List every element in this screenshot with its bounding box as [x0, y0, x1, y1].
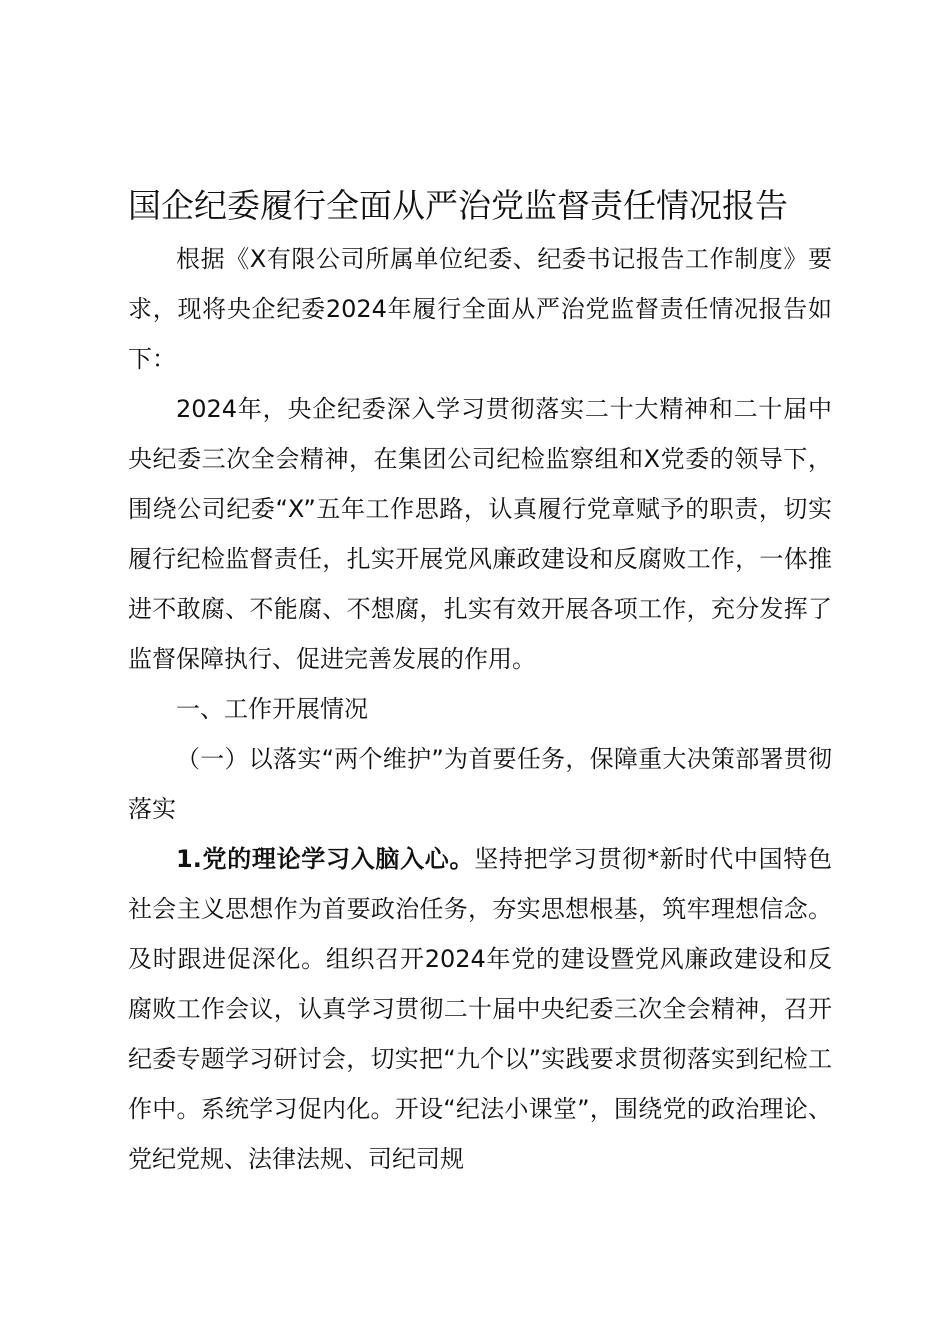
- section-heading: 一、工作开展情况: [176, 695, 368, 723]
- item-body: 坚持把学习贯彻*新时代中国特色社会主义思想作为首要政治任务，夯实思想根基，筑牢理想信念。及时跟进促深化。组织召开2024年党的建设暨党风廉政建设和反腐败工作会议，认真学习贯彻二十届中央纪委三次全会精神，召开纪委专题学习研讨会，切实把“九个以”实践要求贯彻落实到纪检工作中。系统学习促内化。开设“纪法小课堂”，围绕党的政治理论、党纪党规、法律法规、司纪司规: [128, 845, 832, 1173]
- document-title: 国企纪委履行全面从严治党监督责任情况报告: [128, 186, 788, 225]
- intro-paragraph: 根据《X有限公司所属单位纪委、纪委书记报告工作制度》要求，现将央企纪委2024年履行全面从严治党监督责任情况报告如下：: [128, 245, 832, 373]
- subsection-heading: （一）以落实“两个维护”为首要任务，保障重大决策部署贯彻落实: [128, 745, 832, 823]
- item-paragraph: [128, 834, 832, 1184]
- item-lead: 1.党的理论学习入脑入心。: [176, 845, 475, 873]
- summary-paragraph: 2024年，央企纪委深入学习贯彻落实二十大精神和二十届中央纪委三次全会精神，在集团公司纪检监察组和X党委的领导下，围绕公司纪委“X”五年工作思路，认真履行党章赋予的职责，切实履行纪检监督责任，扎实开展党风廉政建设和反腐败工作，一体推进不敢腐、不能腐、不想腐，扎实有效开展各项工作，充分发挥了监督保障执行、促进完善发展的作用。: [128, 395, 832, 673]
- document-page: [128, 178, 832, 1184]
